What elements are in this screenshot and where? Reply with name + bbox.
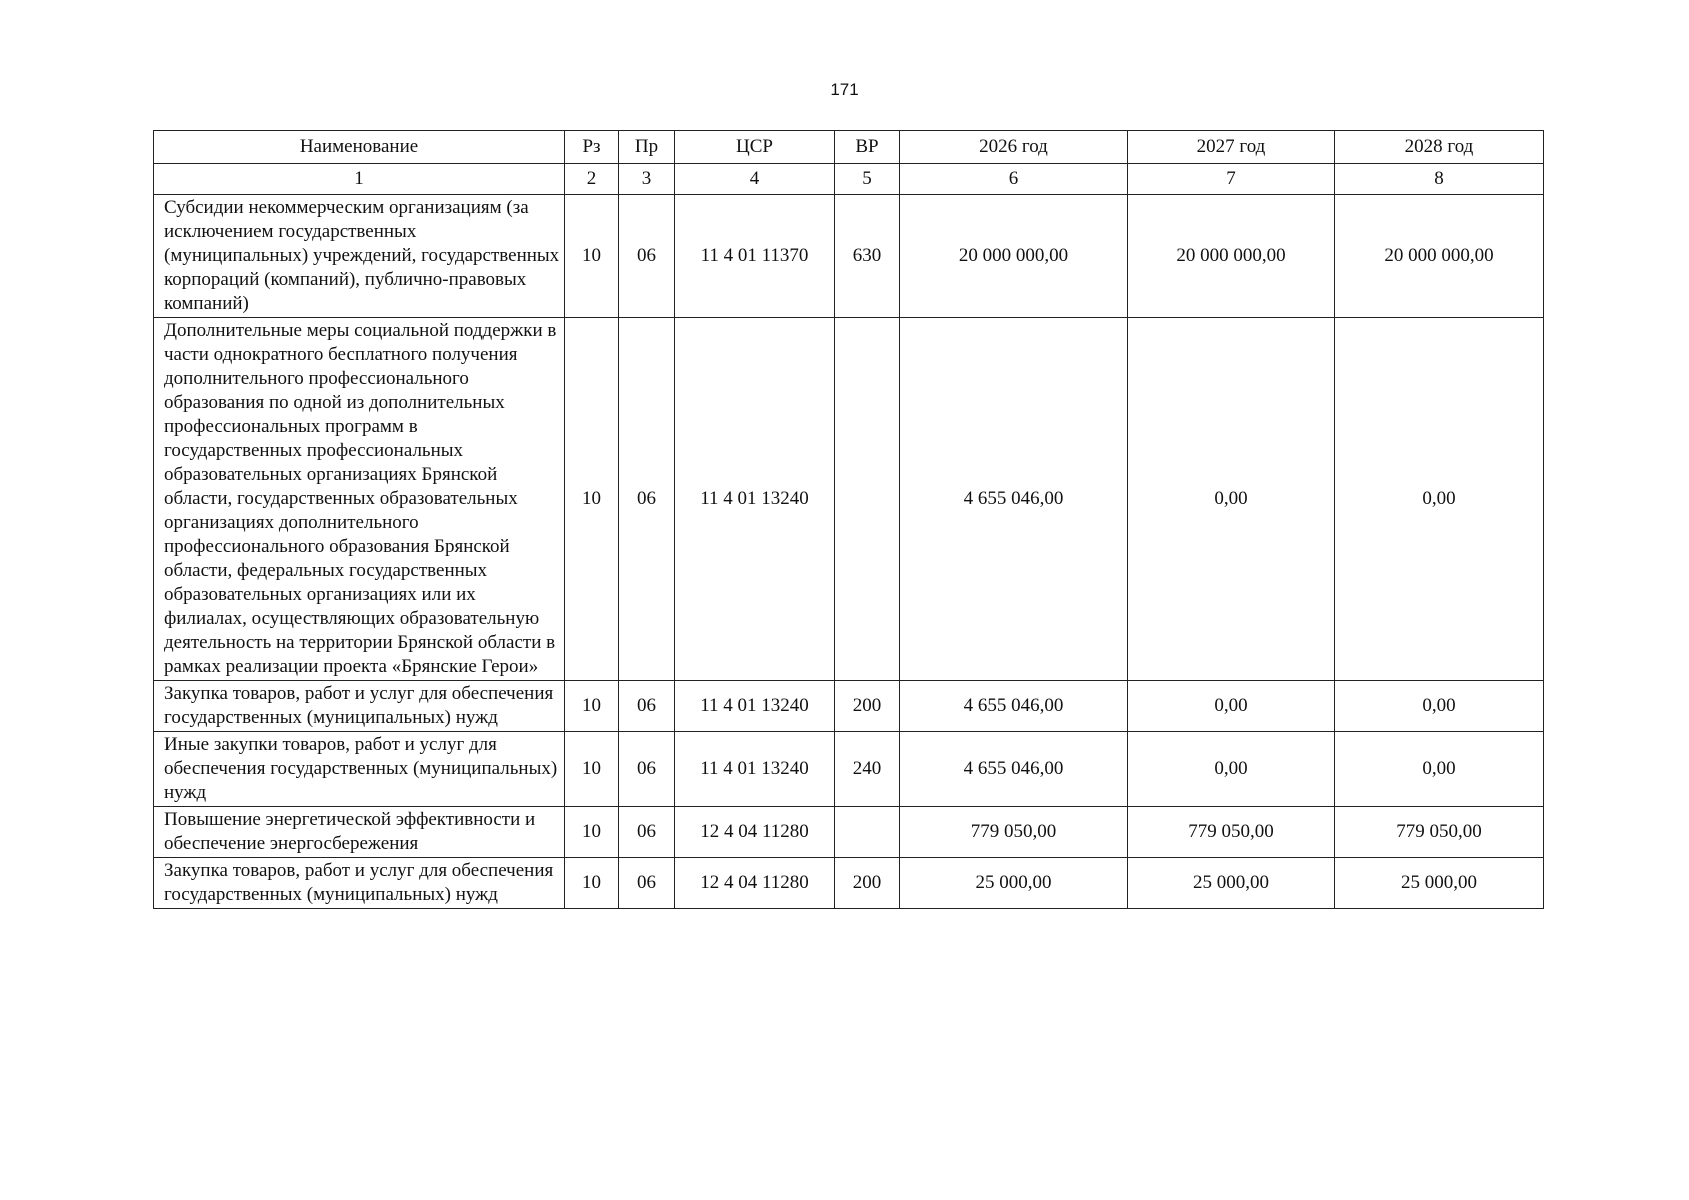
- row-pr: 06: [619, 318, 675, 681]
- row-2028: 0,00: [1335, 681, 1544, 732]
- row-pr: 06: [619, 681, 675, 732]
- row-2027: 779 050,00: [1128, 807, 1335, 858]
- column-number-row: [154, 164, 1544, 195]
- row-vr: 630: [835, 195, 900, 318]
- row-csr: 11 4 01 13240: [675, 681, 835, 732]
- header-cell-2026: 2026 год: [900, 131, 1128, 164]
- row-pr: 06: [619, 732, 675, 807]
- row-rz: 10: [565, 681, 619, 732]
- header-cell-rz: Рз: [565, 131, 619, 164]
- row-2027: 0,00: [1128, 732, 1335, 807]
- column-number: 6: [900, 164, 1128, 195]
- header-cell-2027: 2027 год: [1128, 131, 1335, 164]
- row-name: Дополнительные меры социальной поддержки в части однократного бесплатного получения дополнительного профессионального образования по одной из дополнительных профессиональных программ в государственных профессиональных образовательных организациях Брянской области, государственных образовательных организациях дополнительного профессионального образования Брянской области, федеральных государственных образовательных организациях или их филиалах, осуществляющих образовательную деятельность на территории Брянской области в рамках реализации проекта «Брянские Герои»: [154, 318, 565, 681]
- row-rz: 10: [565, 732, 619, 807]
- header-cell-vr: ВР: [835, 131, 900, 164]
- row-csr: 12 4 04 11280: [675, 807, 835, 858]
- row-vr: [835, 807, 900, 858]
- row-csr: 11 4 01 11370: [675, 195, 835, 318]
- row-vr: [835, 318, 900, 681]
- header-cell-2028: 2028 год: [1335, 131, 1544, 164]
- column-number: 7: [1128, 164, 1335, 195]
- column-number: 8: [1335, 164, 1544, 195]
- row-2026: 20 000 000,00: [900, 195, 1128, 318]
- row-rz: 10: [565, 318, 619, 681]
- row-vr: 200: [835, 858, 900, 909]
- page-number: 171: [830, 80, 859, 99]
- row-csr: 11 4 01 13240: [675, 318, 835, 681]
- row-2028: 779 050,00: [1335, 807, 1544, 858]
- table-row: [154, 318, 1544, 681]
- column-number: 5: [835, 164, 900, 195]
- row-name: Субсидии некоммерческим организациям (за исключением государственных (муниципальных) учреждений, государственных корпораций (компаний), публично-правовых компаний): [154, 195, 565, 318]
- row-pr: 06: [619, 807, 675, 858]
- header-cell-csr: ЦСР: [675, 131, 835, 164]
- row-2028: 20 000 000,00: [1335, 195, 1544, 318]
- table-row: [154, 732, 1544, 807]
- table-row: [154, 681, 1544, 732]
- row-csr: 11 4 01 13240: [675, 732, 835, 807]
- row-2028: 0,00: [1335, 318, 1544, 681]
- row-rz: 10: [565, 195, 619, 318]
- row-name: Закупка товаров, работ и услуг для обеспечения государственных (муниципальных) нужд: [154, 681, 565, 732]
- column-number: 2: [565, 164, 619, 195]
- row-2026: 4 655 046,00: [900, 318, 1128, 681]
- row-name: Закупка товаров, работ и услуг для обеспечения государственных (муниципальных) нужд: [154, 858, 565, 909]
- row-vr: 240: [835, 732, 900, 807]
- table-row: [154, 807, 1544, 858]
- row-2028: 25 000,00: [1335, 858, 1544, 909]
- table-row: [154, 858, 1544, 909]
- row-2027: 20 000 000,00: [1128, 195, 1335, 318]
- row-name: Иные закупки товаров, работ и услуг для обеспечения государственных (муниципальных) нужд: [154, 732, 565, 807]
- row-2026: 25 000,00: [900, 858, 1128, 909]
- column-number: 3: [619, 164, 675, 195]
- row-2028: 0,00: [1335, 732, 1544, 807]
- header-row: [154, 131, 1544, 164]
- row-2026: 4 655 046,00: [900, 681, 1128, 732]
- column-number: 1: [154, 164, 565, 195]
- row-name: Повышение энергетической эффективности и обеспечение энергосбережения: [154, 807, 565, 858]
- header-cell-name: Наименование: [154, 131, 565, 164]
- header-cell-pr: Пр: [619, 131, 675, 164]
- column-number: 4: [675, 164, 835, 195]
- row-rz: 10: [565, 807, 619, 858]
- row-2027: 0,00: [1128, 681, 1335, 732]
- row-rz: 10: [565, 858, 619, 909]
- table-row: [154, 195, 1544, 318]
- row-2027: 0,00: [1128, 318, 1335, 681]
- row-2026: 779 050,00: [900, 807, 1128, 858]
- budget-table: [153, 130, 1544, 909]
- row-pr: 06: [619, 858, 675, 909]
- row-csr: 12 4 04 11280: [675, 858, 835, 909]
- row-pr: 06: [619, 195, 675, 318]
- row-vr: 200: [835, 681, 900, 732]
- row-2026: 4 655 046,00: [900, 732, 1128, 807]
- row-2027: 25 000,00: [1128, 858, 1335, 909]
